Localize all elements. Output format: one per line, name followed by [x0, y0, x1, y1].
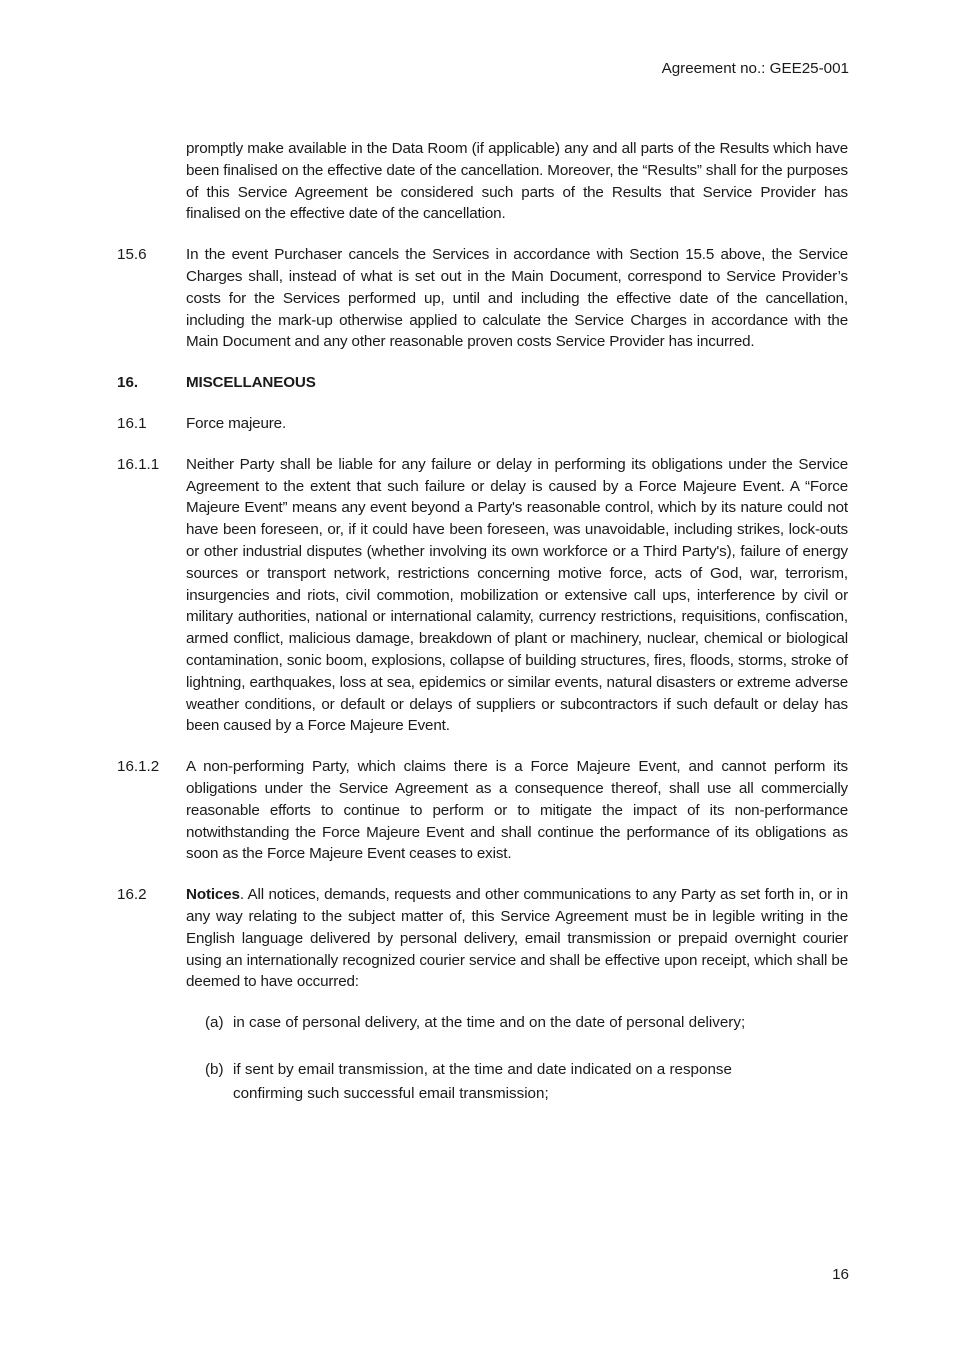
document-body	[117, 138, 848, 1106]
clause-text: Neither Party shall be liable for any failure or delay in performing its obligations under the Service Agreement to the extent that such failure or delay is caused by a Force Majeure Event. A “Force Majeure Event” means any event beyond a Party's reasonable control, which by its nature could not have been foreseen, or, if it could have been foreseen, was unavoidable, including strikes, lock-outs or other industrial disputes (whether involving its own workforce or a Third Party's), failure of energy sources or transport network, restrictions concerning motive force, acts of God, war, terrorism, insurgencies and riots, civil commotion, mobilization or extensive call ups, interference by civil or military authorities, national or international calamity, currency restrictions, requisitions, confiscation, armed conflict, malicious damage, breakdown of plant or machinery, nuclear, chemical or biological contamination, sonic boom, explosions, collapse of building structures, fires, floods, storms, stroke of lightning, earthquakes, loss at sea, epidemics or similar events, natural disasters or extreme adverse weather conditions, or default or delays of suppliers or subcontractors if such default or delay has been caused by a Force Majeure Event.	[186, 455, 848, 735]
clause-number: 15.6	[117, 246, 147, 264]
notice-item-a	[205, 1011, 785, 1035]
clause-number: 16.2	[117, 886, 147, 904]
continuation-text: promptly make available in the Data Room (if applicable) any and all parts of the Results which have been finalised on the effective date of the cancellation. Moreover, the “Results” shall for the purposes of this Service Agreement be considered such parts of the Results that Service Provider has finalised on the effective date of the cancellation.	[186, 140, 848, 223]
item-text: if sent by email transmission, at the time and date indicated on a response confirming such successful email transmission;	[233, 1061, 732, 1103]
clause-title: Notices	[186, 886, 240, 904]
section-16-heading	[117, 372, 848, 394]
clause-15-6	[117, 244, 848, 353]
item-label: (b)	[205, 1061, 224, 1079]
clause-body	[186, 884, 848, 993]
item-label: (a)	[205, 1014, 224, 1032]
notice-item-b	[205, 1058, 785, 1106]
item-text: in case of personal delivery, at the time and on the date of personal delivery;	[233, 1014, 746, 1032]
clause-16-1-2	[117, 756, 848, 865]
continuation-paragraph	[117, 138, 848, 225]
agreement-number: Agreement no.: GEE25-001	[661, 60, 849, 77]
section-title: MISCELLANEOUS	[186, 374, 316, 392]
clause-text: Force majeure.	[186, 414, 287, 432]
clause-text: . All notices, demands, requests and other communications to any Party as set forth in, or in any way relating to the subject matter of, this Service Agreement must be in legible writing in the English language delivered by personal delivery, email transmission or prepaid overnight courier using an internationally recognized courier service and shall be effective upon receipt, which shall be deemed to have occurred:	[186, 886, 848, 991]
clause-text: In the event Purchaser cancels the Services in accordance with Section 15.5 above, the Service Charges shall, instead of what is set out in the Main Document, correspond to Service Provider’s costs for the Services performed up, until and including the effective date of the cancellation, including the mark-up otherwise applied to calculate the Service Charges in accordance with the Main Document and any other reasonable proven costs Service Provider has incurred.	[186, 246, 848, 351]
section-number: 16.	[117, 374, 139, 392]
clause-number: 16.1	[117, 414, 147, 432]
clause-number: 16.1.2	[117, 758, 160, 776]
page-number: 16	[832, 1266, 849, 1283]
clause-number: 16.1.1	[117, 455, 160, 473]
clause-16-2	[117, 884, 848, 993]
clause-16-1	[117, 413, 848, 435]
clause-text: A non-performing Party, which claims there is a Force Majeure Event, and cannot perform its obligations under the Service Agreement as a consequence thereof, shall use all commercially reasonable efforts to continue to perform or to mitigate the impact of its non-performance notwithstanding the Force Majeure Event and shall continue the performance of its obligations as soon as the Force Majeure Event ceases to exist.	[186, 758, 848, 863]
clause-16-1-1	[117, 454, 848, 737]
